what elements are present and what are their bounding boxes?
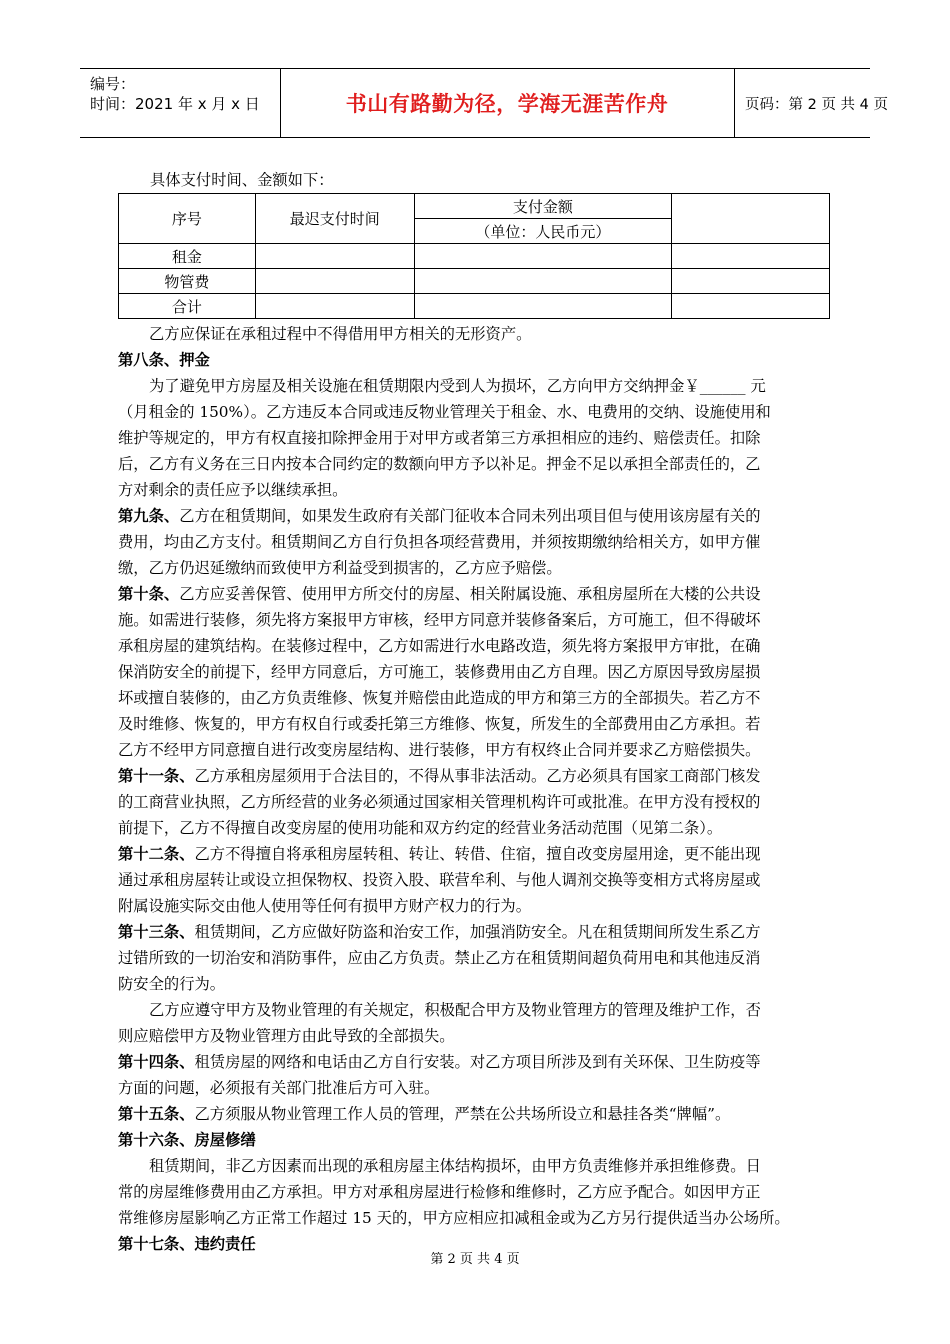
- paragraph-line: 后，乙方有义务在三日内按本合同约定的数额向甲方予以补足。押金不足以承担全部责任的，乙: [118, 455, 761, 473]
- row-label-total: 合计: [119, 294, 256, 319]
- paragraph-line: 乙方不经甲方同意擅自进行改变房屋结构、进行装修，甲方有权终止合同并要求乙方赔偿损失。: [118, 741, 761, 759]
- article-10-heading: 第十条、: [118, 585, 180, 603]
- paragraph-line: 乙方承租房屋须用于合法目的，不得从事非法活动。乙方必须具有国家工商部门核发: [194, 767, 761, 785]
- page-footer: 第 2 页 共 4 页: [430, 1252, 520, 1267]
- article-9-heading: 第九条、: [118, 507, 180, 525]
- paragraph-line: 租赁房屋的网络和电话由乙方自行安装。对乙方项目所涉及到有关环保、卫生防疫等: [194, 1053, 761, 1071]
- payment-table: [118, 193, 830, 319]
- table-header-amount: 支付金额: [414, 194, 672, 219]
- paragraph-line: 过错所致的一切治安和消防事件，应由乙方负责。禁止乙方在租赁期间超负荷用电和其他违反消: [118, 949, 761, 967]
- paragraph-line: （月租金的 150%）。乙方违反本合同或违反物业管理关于租金、水、电费用的交纳、设施使用和: [118, 403, 771, 421]
- article-8-heading: 第八条、押金: [118, 351, 210, 369]
- table-row: [119, 294, 830, 319]
- article-11: [118, 763, 833, 789]
- contract-body: [118, 321, 833, 1257]
- table-cell-empty: [672, 194, 830, 244]
- page-header: [80, 68, 888, 138]
- paragraph-line: 常的房屋维修费用由乙方承担。甲方对承租房屋进行检修和维修时，乙方应予配合。如因甲方正: [118, 1183, 761, 1201]
- article-16-heading: 第十六条、房屋修缮: [118, 1131, 256, 1149]
- paragraph-line: 乙方不得擅自将承租房屋转租、转让、转借、住宿，擅自改变房屋用途，更不能出现: [194, 845, 761, 863]
- paragraph-line: 的工商营业执照，乙方所经营的业务必须通过国家相关管理机构许可或批准。在甲方没有授权的: [118, 793, 761, 811]
- paragraph-line: 乙方在租赁期间，如果发生政府有关部门征收本合同未列出项目但与使用该房屋有关的: [179, 507, 761, 525]
- paragraph-line: 方对剩余的责任应予以继续承担。: [118, 481, 348, 499]
- table-row: [119, 244, 830, 269]
- paragraph-line: 乙方应遵守甲方及物业管理的有关规定，积极配合甲方及物业管理方的管理及维护工作，否: [149, 1001, 761, 1019]
- article-14-heading: 第十四条、: [118, 1053, 195, 1071]
- paragraph-line: 防安全的行为。: [118, 975, 226, 993]
- paragraph-line: 附属设施实际交由他人使用等任何有损甲方财产权力的行为。: [118, 897, 532, 915]
- article-17-heading: 第十七条、违约责任: [118, 1235, 256, 1253]
- article-12: [118, 841, 833, 867]
- article-14: [118, 1049, 833, 1075]
- paragraph-line: 费用，均由乙方支付。租赁期间乙方自行负担各项经营费用，并须按期缴纳给相关方，如甲方催: [118, 533, 761, 551]
- table-row: [119, 269, 830, 294]
- payment-intro: 具体支付时间、金额如下：: [150, 171, 334, 189]
- paragraph-line: 前提下，乙方不得擅自改变房屋的使用功能和双方约定的经营业务活动范围（见第二条）。: [118, 819, 723, 837]
- table-header-unit: （单位：人民币元）: [414, 219, 672, 244]
- paragraph-line: 乙方应妥善保管、使用甲方所交付的房屋、相关附属设施、承租房屋所在大楼的公共设: [179, 585, 761, 603]
- article-13-heading: 第十三条、: [118, 923, 195, 941]
- paragraph-line: 承租房屋的建筑结构。在装修过程中，乙方如需进行水电路改造，须先将方案报甲方审批，在确: [118, 637, 761, 655]
- row-label-rent: 租金: [119, 244, 256, 269]
- header-motto: 书山有路勤为径，学海无涯苦作舟: [280, 69, 735, 137]
- article-12-heading: 第十二条、: [118, 845, 195, 863]
- paragraph-line: 方面的问题，必须报有关部门批准后方可入驻。: [118, 1079, 440, 1097]
- paragraph-line: 则应赔偿甲方及物业管理方由此导致的全部损失。: [118, 1027, 455, 1045]
- article-13: [118, 919, 833, 945]
- paragraph-line: 为了避免甲方房屋及相关设施在租赁期限内受到人为损坏，乙方向甲方交纳押金￥______ 元: [149, 377, 766, 395]
- paragraph-line: 维护等规定的，甲方有权直接扣除押金用于对甲方或者第三方承担相应的违约、赔偿责任。扣除: [118, 429, 761, 447]
- article-10: [118, 581, 833, 607]
- paragraph-line: 缴，乙方仍迟延缴纳而致使甲方利益受到损害的，乙方应予赔偿。: [118, 559, 562, 577]
- doc-date: 时间：2021 年 x 月 x 日: [90, 95, 260, 113]
- row-label-management-fee: 物管费: [119, 269, 256, 294]
- article-9: [118, 503, 833, 529]
- paragraph-line: 施。如需进行装修，须先将方案报甲方审核，经甲方同意并装修备案后，方可施工，但不得破坏: [118, 611, 761, 629]
- table-header-deadline: 最迟支付时间: [255, 194, 414, 244]
- article-11-heading: 第十一条、: [118, 767, 195, 785]
- paragraph-line: 保消防安全的前提下，经甲方同意后，方可施工，装修费用由乙方自理。因乙方原因导致房屋损: [118, 663, 761, 681]
- header-page-info: 页码：第 2 页 共 4 页: [745, 96, 888, 113]
- paragraph-line: 及时维修、恢复的，甲方有权自行或委托第三方维修、恢复，所发生的全部费用由乙方承担。若: [118, 715, 761, 733]
- paragraph-line: 常维修房屋影响乙方正常工作超过 15 天的，甲方应相应扣减租金或为乙方另行提供适当办公场所。: [118, 1209, 790, 1227]
- paragraph-line: 通过承租房屋转让或设立担保物权、投资入股、联营牟利、与他人调剂交换等变相方式将房屋或: [118, 871, 761, 889]
- header-meta: [80, 69, 281, 137]
- doc-number-label: 编号：: [90, 75, 136, 93]
- table-header-seq: 序号: [119, 194, 256, 244]
- paragraph-line: 租赁期间，乙方应做好防盗和治安工作，加强消防安全。凡在租赁期间所发生系乙方: [194, 923, 761, 941]
- article-15: [118, 1101, 833, 1127]
- paragraph-line: 坏或擅自装修的，由乙方负责维修、恢复并赔偿由此造成的甲方和第三方的全部损失。若乙方不: [118, 689, 761, 707]
- paragraph: 乙方应保证在承租过程中不得借用甲方相关的无形资产。: [149, 325, 532, 343]
- article-15-heading: 第十五条、: [118, 1105, 195, 1123]
- paragraph-line: 乙方须服从物业管理工作人员的管理，严禁在公共场所设立和悬挂各类“牌幅”。: [194, 1105, 731, 1123]
- paragraph-line: 租赁期间，非乙方因素而出现的承租房屋主体结构损坏，由甲方负责维修并承担维修费。日: [149, 1157, 761, 1175]
